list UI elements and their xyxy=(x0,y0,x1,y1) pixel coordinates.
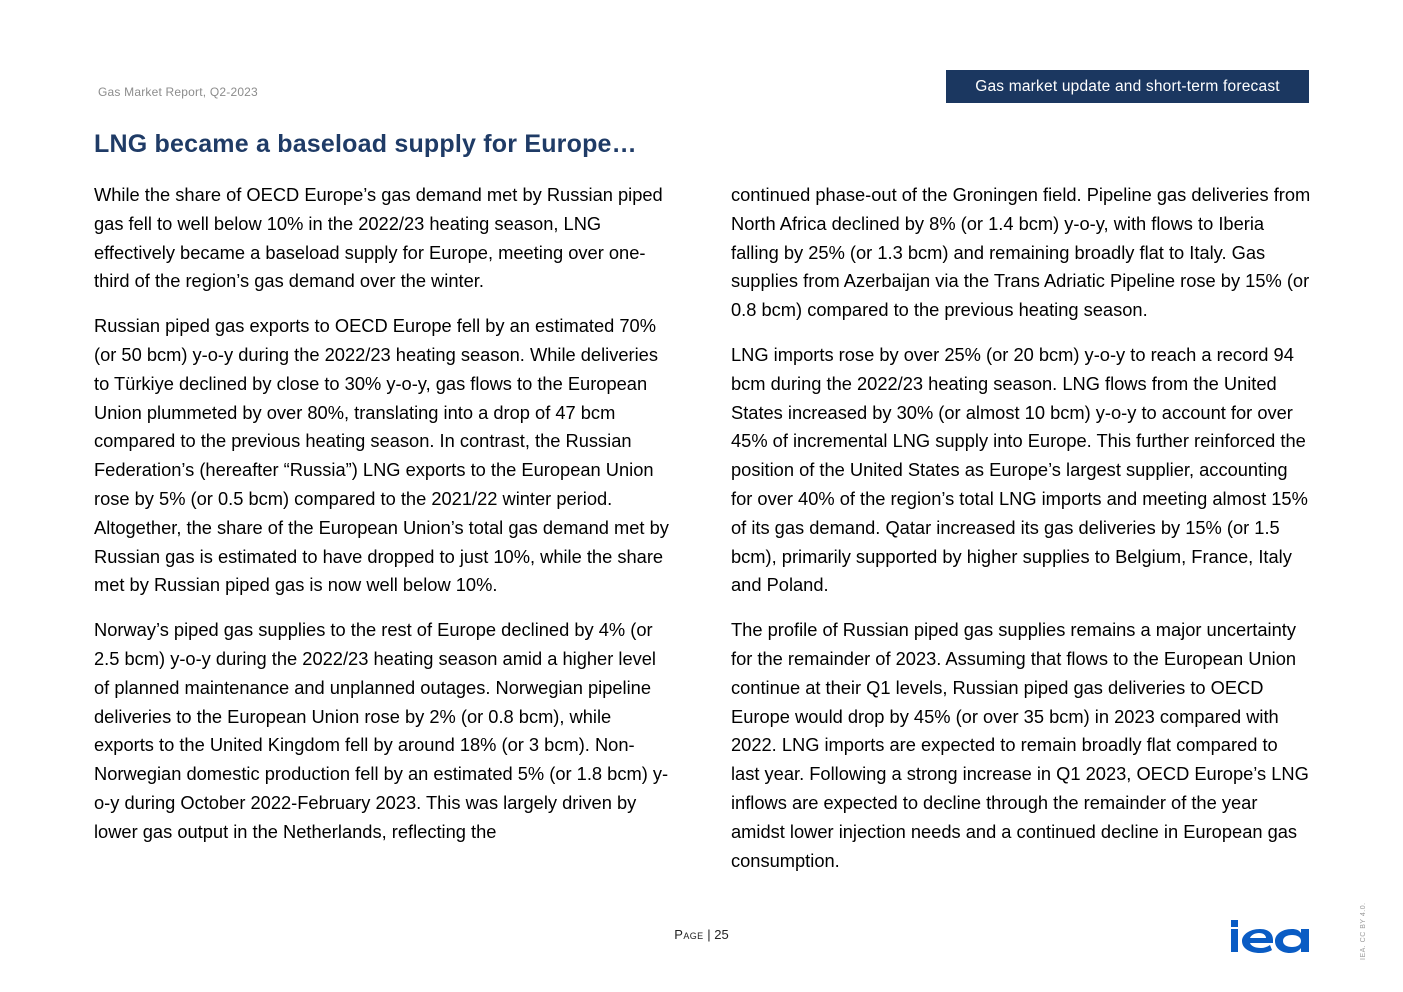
right-text-column xyxy=(731,181,1311,891)
page-title: LNG became a baseload supply for Europe… xyxy=(94,130,637,158)
iea-logo xyxy=(1230,918,1310,954)
body-paragraph: Norway’s piped gas supplies to the rest of Europe declined by 4% (or 2.5 bcm) y-o-y during the 2022/23 heating season amid a higher level of planned maintenance and unplanned outages. Norwegian pipeline deliveries to the European Union rose by 2% (or 0.8 bcm), while exports to the United Kingdom fell by around 18% (or 3 bcm). Non-Norwegian domestic production fell by an estimated 5% (or 1.8 bcm) y-o-y during October 2022-February 2023. This was largely driven by lower gas output in the Netherlands, reflecting the xyxy=(94,619,669,842)
page-separator: | xyxy=(707,927,711,942)
page-number-footer xyxy=(0,927,1403,942)
page-label: Page xyxy=(674,927,704,942)
section-label-banner: Gas market update and short-term forecast xyxy=(946,70,1309,103)
body-paragraph: While the share of OECD Europe’s gas demand met by Russian piped gas fell to well below 10% in the 2022/23 heating season, LNG effectively became a baseload supply for Europe, meeting over one-third of the region’s gas demand over the winter. xyxy=(94,184,663,292)
body-paragraph: continued phase-out of the Groningen field. Pipeline gas deliveries from North Africa declined by 8% (or 1.4 bcm) y-o-y, with flows to Iberia falling by 25% (or 1.3 bcm) and remaining broadly flat to Italy. Gas supplies from Azerbaijan via the Trans Adriatic Pipeline rose by 15% (or 0.8 bcm) compared to the previous heating season. xyxy=(731,184,1311,321)
page-number: 25 xyxy=(714,927,729,942)
body-paragraph: Russian piped gas exports to OECD Europe fell by an estimated 70% (or 50 bcm) y-o-y during the 2022/23 heating season. While deliveries to Türkiye declined by close to 30% y-o-y, gas flows to the European Union plummeted by over 80%, translating into a drop of 47 bcm compared to the previous heating season. In contrast, the Russian Federation’s (hereafter “Russia”) LNG exports to the European Union rose by 5% (or 0.5 bcm) compared to the 2021/22 winter period. Altogether, the share of the European Union’s total gas demand met by Russian gas is estimated to have dropped to just 10%, while the share met by Russian piped gas is now well below 10%. xyxy=(94,315,669,596)
report-running-head: Gas Market Report, Q2-2023 xyxy=(98,85,258,99)
body-paragraph: The profile of Russian piped gas supplies remains a major uncertainty for the remainder of 2023. Assuming that flows to the European Union continue at their Q1 levels, Russian piped gas deliveries to OECD Europe would drop by 45% (or over 35 bcm) in 2023 compared with 2022. LNG imports are expected to remain broadly flat compared to last year. Following a strong increase in Q1 2023, OECD Europe’s LNG inflows are expected to decline through the remainder of the year amidst lower injection needs and a continued decline in European gas consumption. xyxy=(731,619,1309,871)
license-notice: IEA. CC BY 4.0. xyxy=(1360,902,1367,960)
left-text-column xyxy=(94,181,674,863)
body-paragraph: LNG imports rose by over 25% (or 20 bcm) y-o-y to reach a record 94 bcm during the 2022/23 heating season. LNG flows from the United States increased by 30% (or almost 10 bcm) y-o-y to account for over 45% of incremental LNG supply into Europe. This further reinforced the position of the United States as Europe’s largest supplier, accounting for over 40% of the region’s total LNG imports and meeting almost 15% of its gas demand. Qatar increased its gas deliveries by 15% (or 1.5 bcm), primarily supported by higher supplies to Belgium, France, Italy and Poland. xyxy=(731,343,1308,596)
